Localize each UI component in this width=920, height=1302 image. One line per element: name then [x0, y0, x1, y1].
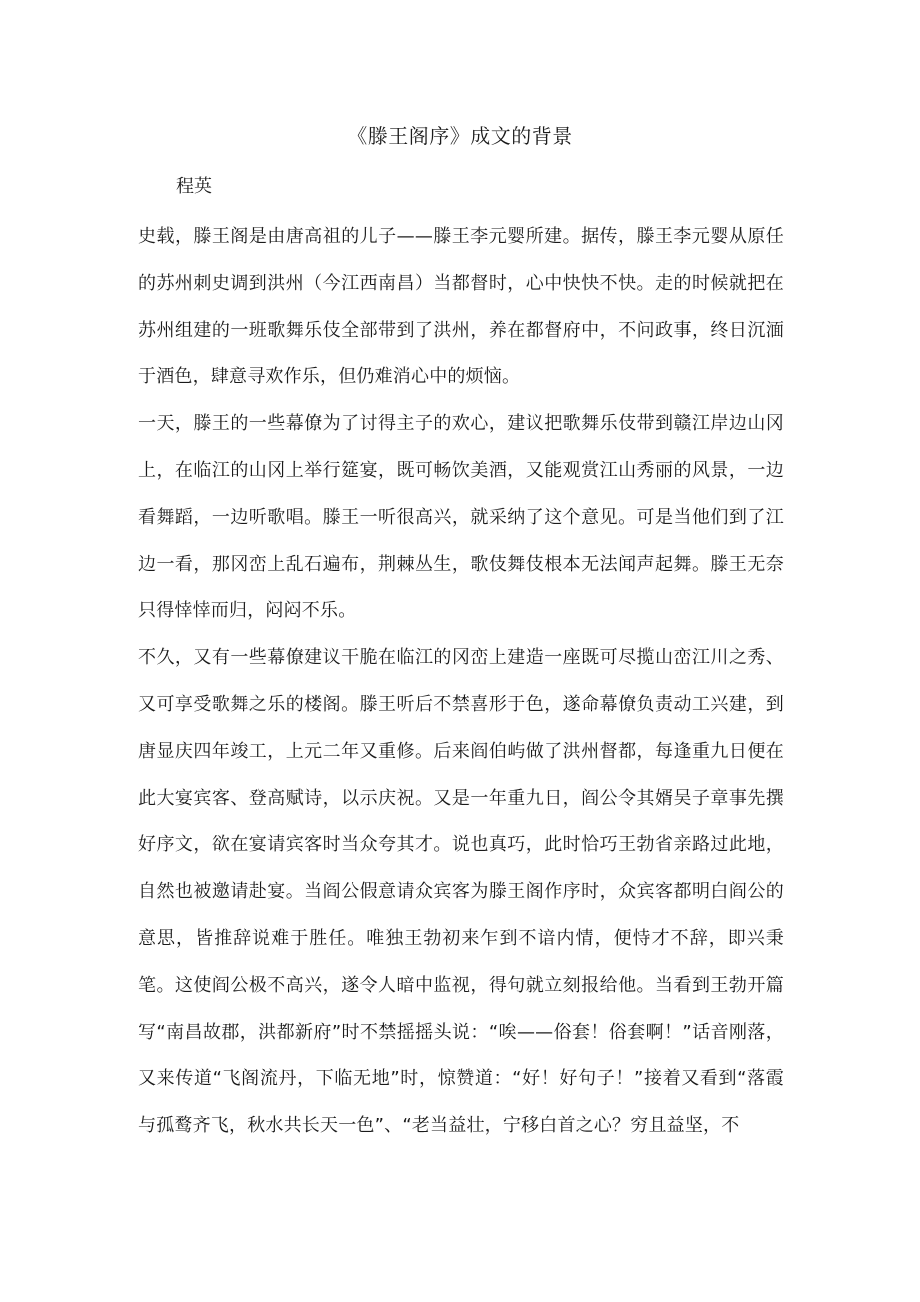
paragraph: 不久，又有一些幕僚建议干脆在临江的冈峦上建造一座既可尽揽山峦江川之秀、又可享受歌舞之乐的楼阁。滕王听后不禁喜形于色，遂命幕僚负责动工兴建，到唐显庆四年竣工，上元二年又重修。后来阎伯屿做了洪州督都，每逢重九日便在此大宴宾客、登高赋诗，以示庆祝。又是一年重九日，阎公令其婿吴子章事先撰好序文，欲在宴请宾客时当众夸其才。说也真巧，此时恰巧王勃省亲路过此地，自然也被邀请赴宴。当阎公假意请众宾客为滕王阁作序时，众宾客都明白阎公的意思，皆推辞说难于胜任。唯独王勃初来乍到不谙内情，便恃才不辞，即兴秉笔。这使阎公极不高兴，遂令人暗中监视，得句就立刻报给他。当看到王勃开篇写“南昌故郡，洪都新府”时不禁摇摇头说：“唉——俗套！俗套啊！”话音刚落，又来传道“飞阁流丹，下临无地”时，惊赞道：“好！好句子！”接着又看到“落霞与孤鹜齐飞，秋水共长天一色”、“老当益壮，宁移白首之心？穷且益坚，不	[138, 647, 784, 1137]
paragraph: 一天，滕王的一些幕僚为了讨得主子的欢心，建议把歌舞乐伎带到赣江岸边山冈上，在临江的山冈上举行筵宴，既可畅饮美酒，又能观赏江山秀丽的风景，一边看舞蹈，一边听歌唱。滕王一听很高兴，就采纳了这个意见。可是当他们到了江边一看，那冈峦上乱石遍布，荆棘丛生，歌伎舞伎根本无法闻声起舞。滕王无奈只得悻悻而归，闷闷不乐。	[138, 413, 784, 622]
document-body	[138, 214, 784, 1150]
author-name: 程英	[176, 176, 212, 197]
paragraph: 史载，滕王阁是由唐高祖的儿子——滕王李元婴所建。据传，滕王李元婴从原任的苏州刺史调到洪州（今江西南昌）当都督时，心中快快不快。走的时候就把在苏州组建的一班歌舞乐伎全部带到了洪州，养在都督府中，不问政事，终日沉湎于酒色，肆意寻欢作乐，但仍难消心中的烦恼。	[138, 226, 784, 388]
document-title: 《滕王阁序》成文的背景	[347, 124, 573, 148]
